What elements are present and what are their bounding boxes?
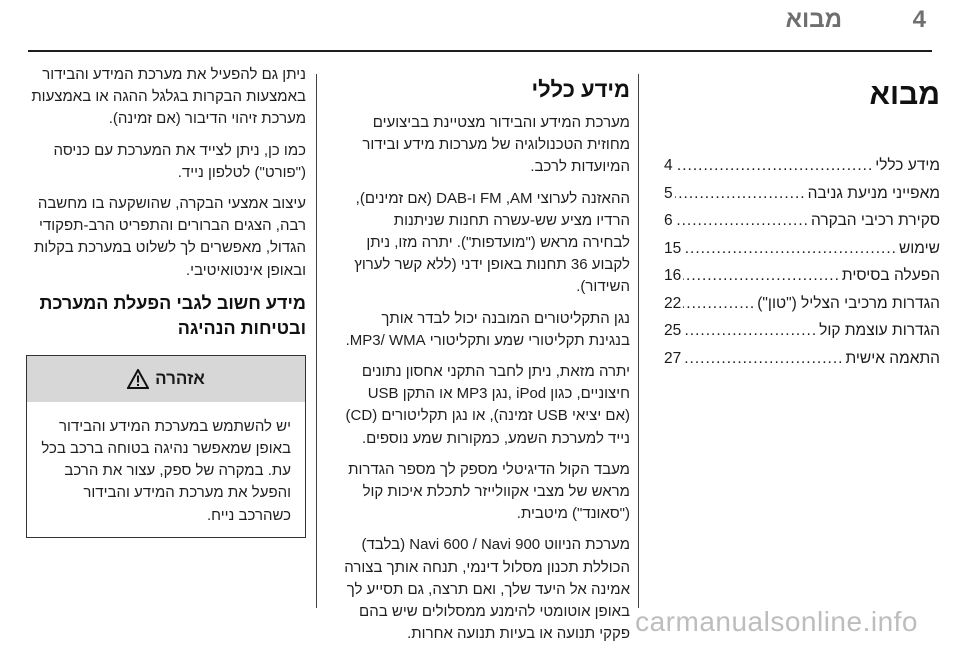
page-number: 4 <box>912 6 926 33</box>
toc-item-page: 6 <box>664 212 673 229</box>
toc-item[interactable] <box>664 345 940 373</box>
toc-title: מבוא <box>869 78 940 111</box>
toc-item[interactable] <box>664 290 940 318</box>
toc-item[interactable] <box>664 317 940 345</box>
toc-leader <box>683 262 840 290</box>
toc-column <box>664 74 940 372</box>
toc-item-page: 22 <box>664 294 682 312</box>
toc-item-page: 16 <box>664 267 682 284</box>
paragraph: כמו כן, ניתן לצייד את המערכת עם כניסה ("פורט") לטלפון נייד. <box>53 141 306 181</box>
toc-item-label: מאפייני מניעת גניבה <box>807 184 940 202</box>
toc-item-page: 15 <box>664 239 682 257</box>
toc-item[interactable] <box>664 180 940 208</box>
toc-leader <box>683 235 897 263</box>
toc-item-label: הגדרות עוצמת קול <box>819 322 940 339</box>
paragraph: עיצוב אמצעי הבקרה, שהושקעה בו מחשבה רבה, הצגים הברורים והתפריט הרב-תפקודי הגדול, מאפשרים לך לשלוט במערכת בקלות ובאופן אינטואיטיבי. <box>33 195 306 279</box>
toc-item[interactable] <box>664 262 940 290</box>
header-rule <box>28 50 932 52</box>
column-divider-left <box>316 74 317 608</box>
toc-leader <box>683 290 755 318</box>
toc-item[interactable] <box>664 152 940 180</box>
subsection-title: מידע חשוב לגבי הפעלת המערכת ובטיחות הנהיגה <box>39 292 306 338</box>
watermark: carmanualsonline.info <box>635 606 918 637</box>
toc-item[interactable] <box>664 207 940 235</box>
toc-item-label: סקירת רכיבי הבקרה <box>810 212 940 229</box>
warning-text: יש להשתמש במערכת המידע והבידור באופן שמאפשר נהיגה בטוחה ברכב בכל עת. במקרה של ספק, עצור את הרכב והפעל את מערכת המידע והבידור כשהרכב נייח. <box>41 417 291 524</box>
toc-item-page: 25 <box>664 322 682 339</box>
toc-item-label: הפעלה בסיסית <box>841 267 940 284</box>
paragraph: יתרה מזאת, ניתן לחבר התקני אחסון נתונים חיצוניים, כגון iPod ,נגן MP3 או התקן USB (אם יציאי USB זמינה), או נגן תקליטורים (CD) נייד למערכת השמע, כמקורות שמע נוספים. <box>345 363 630 447</box>
toc-leader <box>675 207 809 235</box>
toc-item-label: שימוש <box>898 239 940 257</box>
safety-column <box>26 64 306 538</box>
toc-item-label: התאמה אישית <box>845 349 940 367</box>
paragraph: נגן התקליטורים המובנה יכול לבדר אותך בנגינת תקליטורי שמע ותקליטורי MP3/ WMA. <box>345 309 630 349</box>
page-header <box>0 0 960 50</box>
toc-item-page: 4 <box>664 157 673 174</box>
toc-leader <box>683 317 817 345</box>
warning-header <box>27 356 305 402</box>
toc-leader <box>675 152 874 180</box>
paragraph: מערכת המידע והבידור מצטיינת בביצועים מחוזית הטכנולוגיה של מערכות מידע ובידור המיועדות לרכב. <box>362 114 630 176</box>
paragraph: ניתן גם להפעיל את מערכת המידע והבידור באמצעות הבקרות בגלגל ההגה או באמצעות מערכת זיהוי הדיבור (אם זמינה). <box>31 66 306 128</box>
toc-item[interactable] <box>664 235 940 263</box>
section-title: מידע כללי <box>531 77 630 102</box>
toc-leader <box>683 345 843 373</box>
toc-leader <box>675 180 806 208</box>
column-divider-right <box>638 74 639 608</box>
paragraph: מעבד הקול הדיגיטלי מספק לך מספר הגדרות מראש של מצבי אקוולייזר לתכלת איכות קול ("סאונד") מיטבית. <box>348 460 630 523</box>
table-of-contents <box>664 152 940 372</box>
warning-box <box>26 355 306 538</box>
warning-body <box>27 402 305 537</box>
paragraph: ההאזנה לערוצי FM ,AM ו-DAB (אם זמינים), הרדיו מציע שש-עשרה תחנות שניתנות לבחירה מראש ("מועדפות"). יתרה מזו, ניתן לקבוע 36 תחנות באופן ידני (ללא קשר לערוץ השידור). <box>354 189 630 296</box>
warning-triangle-icon <box>127 369 149 389</box>
chapter-title: מבוא <box>785 6 842 33</box>
toc-item-label: מידע כללי <box>875 157 940 174</box>
general-info-column <box>344 74 630 654</box>
toc-item-page: 5 <box>664 184 673 202</box>
warning-title: אזהרה <box>155 368 205 388</box>
toc-item-page: 27 <box>664 349 682 367</box>
toc-item-label: הגדרות מרכיבי הצליל ("טון") <box>757 294 940 312</box>
paragraph: מערכת הניווט Navi 600 / Navi 900 (בלבד) הכוללת תכנון מסלול דינמי, תנחה אותך בצורה אמינה אל היעד שלך, ואם תרצה, גם תסייע לך באופן אוטומטי להימנע ממסלולים שיש בהם פקקי תנועה או בעיות תנועה אחרות. <box>344 536 630 643</box>
